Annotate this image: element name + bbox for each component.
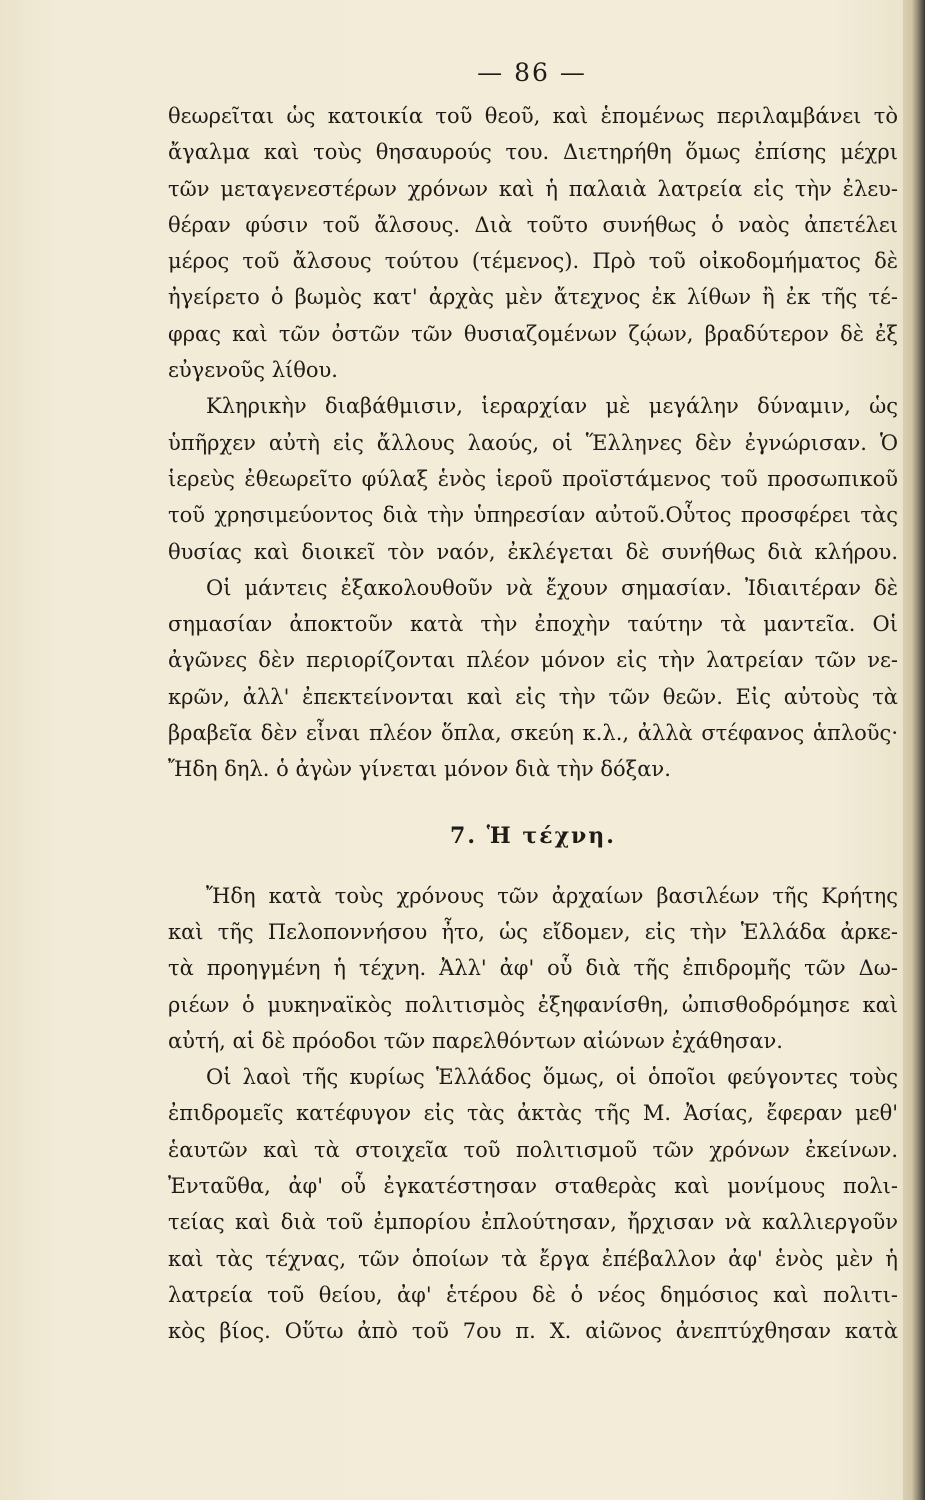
text-line: Ἐνταῦθα, ἀφ' οὗ ἐγκατέστησαν σταθερὰς καὶ μονίμους πολι- [168,1174,898,1199]
paragraph [168,98,898,388]
text-line: ὑπῆρχεν αὐτὴ εἰς ἄλλους λαούς, οἱ Ἕλληνες δὲν ἐγνώρισαν. Ὁ [168,430,898,455]
text-line: μέρος τοῦ ἄλσους τούτου (τέμενος). Πρὸ τοῦ οἰκοδομήματος δὲ [168,249,898,274]
text-line: κρῶν, ἀλλ' ἐπεκτείνονται καὶ εἰς τὴν τῶν θεῶν. Εἰς αὐτοὺς τὰ [168,684,898,709]
section-heading: 7. Ἡ τέχνη. [450,822,616,849]
text-line: Ἤδη δηλ. ὁ ἀγὼν γίνεται μόνον διὰ τὴν δόξαν. [168,757,671,782]
text-line: ἄγαλμα καὶ τοὺς θησαυρούς του. Διετηρήθη ὅμως ἐπίσης μέχρι [168,140,898,165]
text-line: ριέων ὁ μυκηναϊκὸς πολιτισμὸς ἐξηφανίσθη, ὠπισθοδρόμησε καὶ [168,992,898,1017]
text-line: ἠγείρετο ὁ βωμὸς κατ' ἀρχὰς μὲν ἄτεχνος ἐκ λίθων ἢ ἐκ τῆς τέ- [168,285,898,310]
text-line: Ἤδη κατὰ τοὺς χρόνους τῶν ἀρχαίων βασιλέων τῆς Κρήτης [206,883,898,908]
text-line: θυσίας καὶ διοικεῖ τὸν ναόν, ἐκλέγεται δὲ συνήθως διὰ κλήρου. [168,539,898,564]
text-line: ἀγῶνες δὲν περιορίζονται πλέον μόνον εἰς τὴν λατρείαν τῶν νε- [168,648,898,673]
text-line: κὸς βίος. Οὕτω ἀπὸ τοῦ 7ου π. Χ. αἰῶνος ἀνεπτύχθησαν κατὰ [168,1319,898,1344]
text-line: Κληρικὴν διαβάθμισιν, ἱεραρχίαν μὲ μεγάλην δύναμιν, ὡς [206,394,898,419]
text-line: βραβεῖα δὲν εἶναι πλέον ὅπλα, σκεύη κ.λ., ἀλλὰ στέφανος ἁπλοῦς· [168,721,898,746]
text-line: θεωρεῖται ὡς κατοικία τοῦ θεοῦ, καὶ ἑπομένως περιλαμβάνει τὸ [168,104,898,128]
text-line: τῶν μεταγενεστέρων χρόνων καὶ ἡ παλαιὰ λατρεία εἰς τὴν ἐλευ- [168,176,898,201]
text-line: Οἱ μάντεις ἐξακολουθοῦν νὰ ἔχουν σημασίαν. Ἰδιαιτέραν δὲ [206,575,898,600]
text-line: αὐτή, αἱ δὲ πρόοδοι τῶν παρελθόντων αἰώνων ἐχάθησαν. [168,1028,783,1053]
text-line: εὐγενοῦς λίθου. [168,358,338,383]
book-spine-shadow [903,0,925,1500]
text-line: φρας καὶ τῶν ὀστῶν τῶν θυσιαζομένων ζῴων, βραδύτερον δὲ ἐξ [168,321,898,346]
page-body [168,98,898,1350]
paragraph [168,570,898,788]
text-line: ἐπιδρομεῖς κατέφυγον εἰς τὰς ἀκτὰς τῆς Μ. Ἀσίας, ἔφεραν μεθ' [168,1101,898,1126]
text-line: λατρεία τοῦ θείου, ἀφ' ἑτέρου δὲ ὁ νέος δημόσιος καὶ πολιτι- [168,1282,898,1307]
text-line: ἑαυτῶν καὶ τὰ στοιχεῖα τοῦ πολιτισμοῦ τῶν χρόνων ἐκείνων. [168,1137,898,1162]
page-number: — 86 — [477,58,587,87]
text-line: τοῦ χρησιμεύοντος διὰ τὴν ὑπηρεσίαν αὐτοῦ.Οὗτος προσφέρει τὰς [168,503,898,528]
paragraph [168,388,898,569]
text-line: σημασίαν ἀποκτοῦν κατὰ τὴν ἐποχὴν ταύτην τὰ μαντεῖα. Οἱ [168,612,898,637]
text-line: καὶ τὰς τέχνας, τῶν ὁποίων τὰ ἔργα ἐπέβαλλον ἀφ' ἑνὸς μὲν ἡ [168,1246,898,1271]
text-line: καὶ τῆς Πελοποννήσου ἦτο, ὡς εἴδομεν, εἰς τὴν Ἑλλάδα ἀρκε- [168,919,898,944]
text-line: τὰ προηγμένη ἡ τέχνη. Ἀλλ' ἀφ' οὗ διὰ τῆς ἐπιδρομῆς τῶν Δω- [168,956,898,981]
text-line: Οἱ λαοὶ τῆς κυρίως Ἑλλάδος ὅμως, οἱ ὁποῖοι φεύγοντες τοὺς [206,1065,898,1090]
text-line: θέραν φύσιν τοῦ ἄλσους. Διὰ τοῦτο συνήθως ὁ ναὸς ἀπετέλει [168,212,898,237]
paragraph [168,1059,898,1349]
paragraph [168,878,898,1059]
text-line: ἱερεὺς ἐθεωρεῖτο φύλαξ ἑνὸς ἱεροῦ προϊστάμενος τοῦ προσωπικοῦ [168,466,898,491]
text-line: τείας καὶ διὰ τοῦ ἐμπορίου ἐπλούτησαν, ἤρχισαν νὰ καλλιεργοῦν [168,1210,898,1235]
